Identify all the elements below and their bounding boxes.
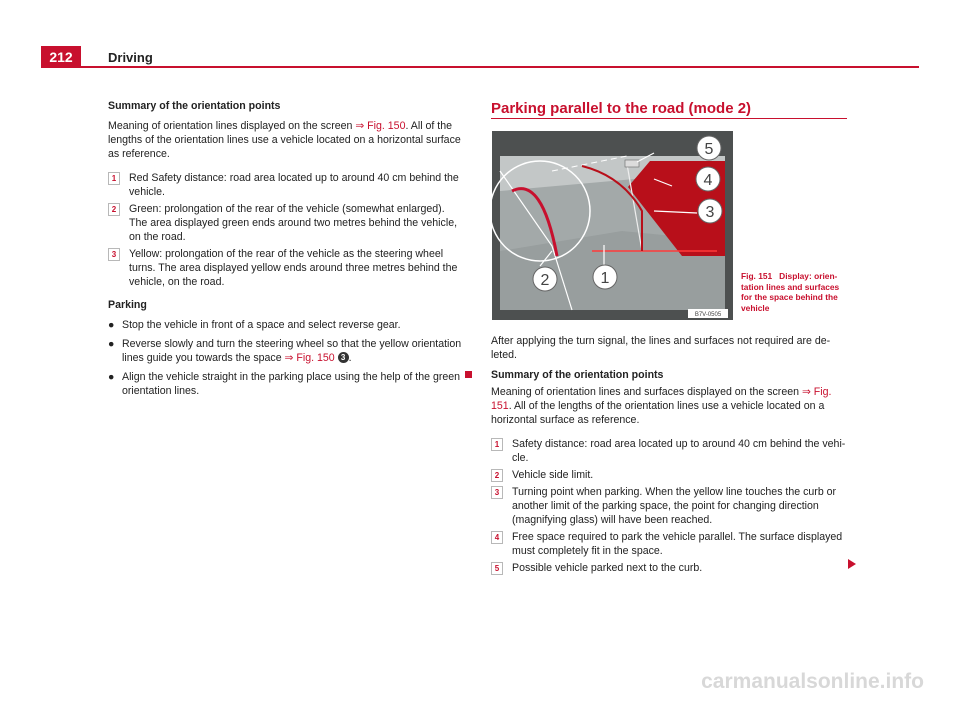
figure-caption xyxy=(741,271,851,313)
left-summary-heading: Summary of the orientation points xyxy=(108,100,281,112)
subsection-rule xyxy=(491,118,847,119)
right-item-5: 5 Possible vehicle parked next to the curb. xyxy=(491,561,847,575)
callout-2 xyxy=(533,267,557,291)
number-badge: 4 xyxy=(491,531,503,544)
left-item-1: 1 Red Safety distance: road area located up to around 40 cm behind the vehicle. xyxy=(108,171,464,199)
left-intro: Meaning of orientation lines displayed on the screen ⇒ Fig. 150. All of the lengths of the orientation lines use a vehicle located on a horizontal surface as reference. xyxy=(108,120,461,160)
svg-text:3: 3 xyxy=(705,204,715,221)
callout-4 xyxy=(696,167,720,191)
svg-text:2: 2 xyxy=(540,272,550,289)
number-badge: 3 xyxy=(108,248,120,261)
callout-5 xyxy=(697,136,721,160)
fig-150-link[interactable]: ⇒ Fig. 150 xyxy=(284,352,335,364)
svg-text:1: 1 xyxy=(600,270,610,287)
figure-caption-label: Fig. 151 xyxy=(741,271,773,281)
right-intro: Meaning of orientation lines and surfaces displayed on the screen ⇒ Fig. 151. All of the lengths of the orientation lines use a vehicle located on a horizontal surface as reference. xyxy=(491,386,832,426)
svg-text:5: 5 xyxy=(704,141,714,158)
svg-text:4: 4 xyxy=(703,172,713,189)
right-summary-heading: Summary of the orientation points xyxy=(491,369,664,381)
number-badge: 5 xyxy=(491,562,503,575)
page-number: 212 xyxy=(41,46,81,68)
bullet-icon: ● xyxy=(108,371,115,383)
right-column-text xyxy=(491,334,847,578)
number-badge: 1 xyxy=(491,438,503,451)
continue-arrow-icon xyxy=(848,559,856,569)
rear-camera-figure xyxy=(492,131,733,320)
number-badge: 2 xyxy=(491,469,503,482)
left-column xyxy=(108,99,464,403)
right-item-1: 1 Safety distance: road area located up to around 40 cm behind the vehi-cle. xyxy=(491,437,847,465)
callout-3 xyxy=(698,199,722,223)
right-item-3: 3 Turning point when parking. When the yellow line touches the curb or another limit of the parking space, the point for changing direction (magnifying glass) will have been reached. xyxy=(491,485,847,527)
fig-151-link[interactable]: ⇒ Fig. 151 xyxy=(491,386,832,412)
figure-code-label xyxy=(688,309,728,318)
watermark: carmanualsonline.info xyxy=(701,670,924,693)
svg-text:B7V-0505: B7V-0505 xyxy=(694,312,722,318)
left-item-2: 2 Green: prolongation of the rear of the vehicle (somewhat enlarged). The area displayed green ends around two metres behind the vehicle, on the road. xyxy=(108,202,464,244)
callout-badge: 3 xyxy=(338,352,349,363)
right-item-4: 4 Free space required to park the vehicle parallel. The surface displayed must completely fit in the space. xyxy=(491,530,847,558)
number-badge: 1 xyxy=(108,172,120,185)
parking-step-3: ● Align the vehicle straight in the parking place using the help of the green orientation lines. xyxy=(108,371,461,397)
bullet-icon: ● xyxy=(108,319,115,331)
section-end-marker xyxy=(465,371,472,378)
parking-heading: Parking xyxy=(108,299,147,311)
number-badge: 3 xyxy=(491,486,503,499)
section-title: Driving xyxy=(108,50,153,65)
right-para-1: After applying the turn signal, the lines and surfaces not required are de-leted. xyxy=(491,335,831,361)
left-item-3: 3 Yellow: prolongation of the rear of the vehicle as the steering wheel turns. The area displayed yellow ends around three metres behind the vehicle, on the road. xyxy=(108,247,464,289)
camera-display-illustration xyxy=(492,131,733,320)
right-item-2: 2 Vehicle side limit. xyxy=(491,468,847,482)
callout-1 xyxy=(593,265,617,289)
parking-step-1: ● Stop the vehicle in front of a space and select reverse gear. xyxy=(108,319,401,331)
fig-150-link[interactable]: ⇒ Fig. 150 xyxy=(355,120,406,132)
number-badge: 2 xyxy=(108,203,120,216)
subsection-title: Parking parallel to the road (mode 2) xyxy=(491,100,752,117)
figure-caption-text: Display: orien-tation lines and surfaces for the space behind the vehicle xyxy=(741,271,840,313)
bullet-icon: ● xyxy=(108,338,115,350)
header-rule xyxy=(81,66,919,68)
page-header xyxy=(0,0,960,70)
parking-step-2: ● Reverse slowly and turn the steering wheel so that the yellow orientation lines guide you towards the space ⇒ Fig. 150 3 . xyxy=(108,338,462,364)
